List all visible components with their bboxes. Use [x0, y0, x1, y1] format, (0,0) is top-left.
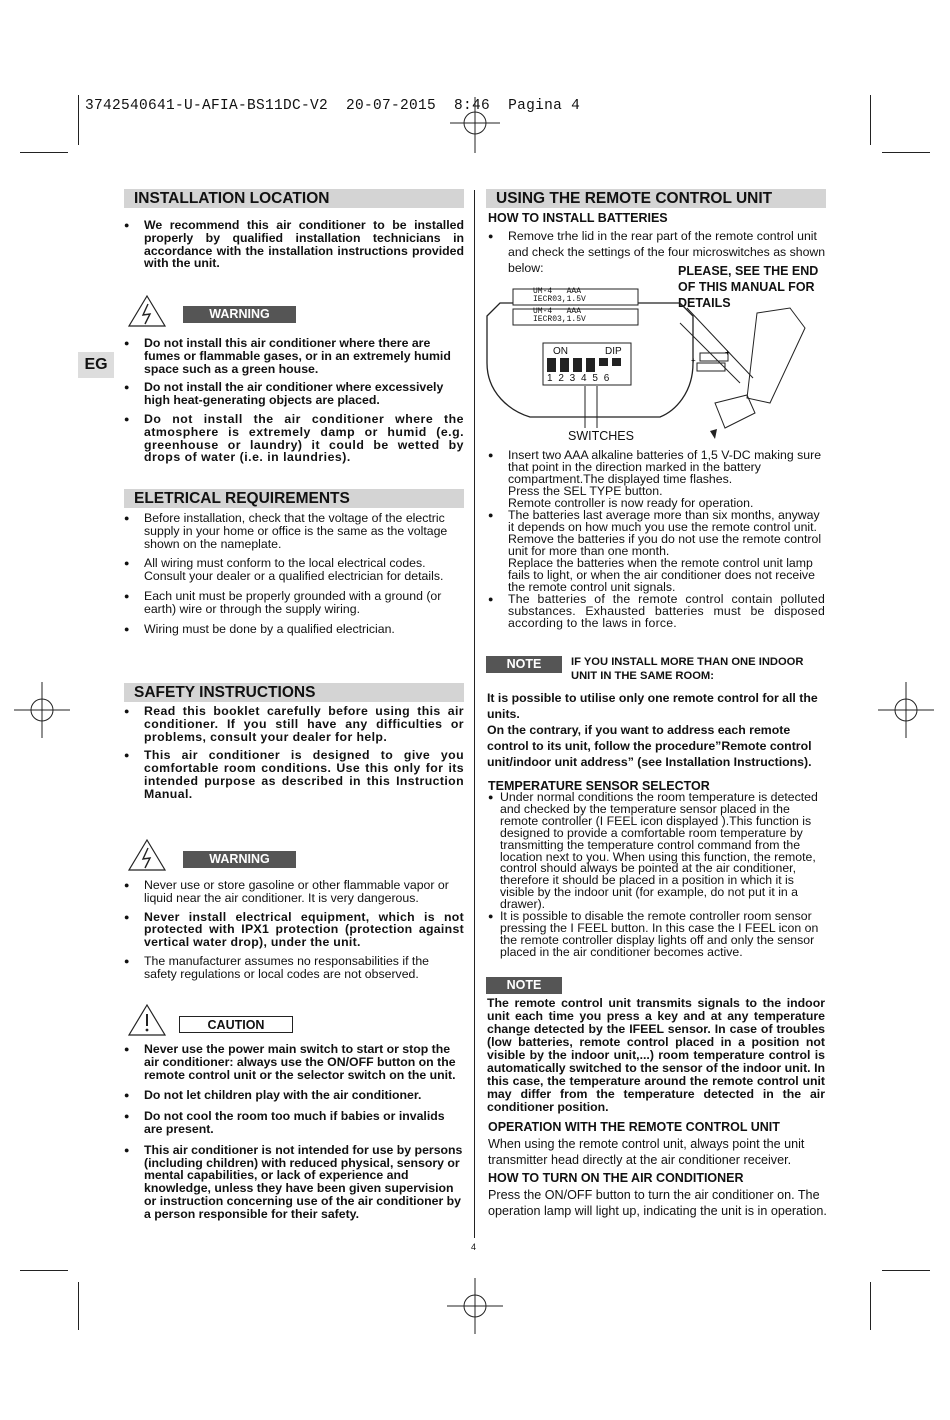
warning-badge: WARNING: [183, 306, 296, 323]
battery-list: [488, 449, 825, 629]
list-item: ● Do not install this air conditioner where there are fumes or flammable gases, or in an extremely humid space such as a green house.: [124, 337, 464, 375]
list-item: ● Wiring must be done by a qualified electrician.: [124, 623, 464, 636]
dip-on-label: ON: [553, 346, 568, 357]
list-item: ● Under normal conditions the room temperature is detected and checked by the temperature sensor placed in the remote controller (I FEEL icon displayed ).This function is designed to provide a comfortable room temperature by transmitting the temperature control command from the location next to you. When using this function, the remote, control should always be pointed at the air conditioner, therefore it should be placed in a position in which it is visible by the indoor unit (for example, do not put it in a drawer).: [488, 792, 825, 911]
turnon-heading: HOW TO TURN ON THE AIR CONDITIONER: [488, 1171, 744, 1185]
list-item: ● Read this booklet carefully before using this air conditioner. If you still have any difficulties or problems, consult your dealer for help.: [124, 705, 464, 743]
dip-label: DIP: [605, 346, 622, 357]
caution-badge: CAUTION: [179, 1016, 293, 1033]
safety-warning-list: [124, 879, 464, 981]
list-item: ● This air conditioner is designed to give you comfortable room conditions. Use this only for its intended purpose as described in this Instruction Manual.: [124, 749, 464, 800]
list-item: ● Never use the power main switch to start or stop the air conditioner: always use the ON/OFF button on the remote control unit or the selector switch on the unit.: [124, 1043, 464, 1081]
svg-text:+: +: [691, 356, 696, 365]
note-heading: IF YOU INSTALL MORE THAN ONE INDOOR UNIT IN THE SAME ROOM:: [571, 656, 804, 682]
language-tab: EG: [78, 352, 114, 378]
installation-intro: ● We recommend this air conditioner to be installed properly by qualified installation technicians in accordance with the installation instructions provided with the unit.: [124, 219, 464, 270]
battery-diagram: [485, 283, 830, 443]
list-item: ● The batteries last average more than six months, anyway it depends on how much you use the remote control unit. Remove the batteries if you do not use the remote control unit for more than one month. Replace the batteries when the remote control unit lamp fails to light, or when the air conditioner does not receive the remote control unit signals.: [488, 509, 825, 593]
crop-mark: [20, 1270, 68, 1271]
warning-electric-icon: [127, 838, 167, 872]
section-title-installation: INSTALLATION LOCATION: [124, 189, 464, 208]
battery-label-2: UM-4 AAA IECR03,1.5V: [533, 307, 586, 324]
section-title-remote: USING THE REMOTE CONTROL UNIT: [486, 189, 826, 208]
list-item: ● Do not cool the room too much if babies or invalids are present.: [124, 1110, 464, 1136]
note-badge: NOTE: [486, 656, 562, 673]
registration-mark-bottom: [445, 1276, 505, 1336]
list-item: ● Insert two AAA alkaline batteries of 1,5 V-DC making sure that point in the direction marked in the battery compartment.The displayed time flashes. Press the SEL TYPE button. Remote controller is now ready for operation.: [488, 449, 825, 509]
column-divider: [474, 190, 475, 1238]
crop-mark: [20, 152, 68, 153]
operation-heading: OPERATION WITH THE REMOTE CONTROL UNIT: [488, 1120, 780, 1134]
crop-mark: [78, 95, 79, 145]
crop-mark: [870, 95, 871, 145]
crop-mark: [882, 1270, 930, 1271]
section-title-electrical: ELETRICAL REQUIREMENTS: [124, 489, 464, 508]
svg-text:+: +: [725, 348, 730, 357]
list-item: ● Never install electrical equipment, which is not protected with IPX1 protection (protection against vertical water drop), under the unit.: [124, 911, 464, 949]
list-item: ● Do not install the air conditioner where the atmosphere is extremely damp or humid (e.g. greenhouse or laundry) it could be wetted by drops of water (i.e. in laundries).: [124, 413, 464, 464]
warning-badge: WARNING: [183, 851, 296, 868]
electrical-list: [124, 512, 464, 635]
list-item: ● This air conditioner is not intended for use by persons (including children) with reduced physical, sensory or mental capabilities, or lack of experience and knowledge, unless they have been given supervision or instruction concerning use of the air conditioner by a person responsible for their safety.: [124, 1144, 464, 1221]
turnon-text: Press the ON/OFF button to turn the air conditioner on. The operation lamp will light up, indicating the unit is in operation.: [488, 1188, 827, 1218]
list-item: ● The batteries of the remote control contain polluted substances. Exhausted batteries must be disposed according to the laws in force.: [488, 593, 825, 629]
batteries-heading: HOW TO INSTALL BATTERIES: [488, 211, 668, 225]
crop-mark: [78, 1282, 79, 1330]
please-see-note: PLEASE, SEE THE END OF THIS MANUAL FOR DETAILS: [678, 264, 819, 310]
safety-list: [124, 705, 464, 801]
sensor-list: [488, 792, 825, 959]
section-title-safety: SAFETY INSTRUCTIONS: [124, 683, 464, 702]
list-item: ● Do not let children play with the air conditioner.: [124, 1089, 464, 1102]
operation-text: When using the remote control unit, always point the unit transmitter head directly at the air conditioner receiver.: [488, 1137, 805, 1167]
list-item: ● It is possible to disable the remote controller room sensor pressing the I FEEL button. In this case the I FEEL icon on the remote controller display lights off and only the sensor placed in the air conditioner becomes active.: [488, 911, 825, 959]
list-item: ● All wiring must conform to the local electrical codes. Consult your dealer or a qualified electrician for details.: [124, 557, 464, 583]
file-header: 3742540641-U-AFIA-BS11DC-V2 20-07-2015 8:46 Pagina 4: [85, 98, 581, 114]
note-paragraph-3: The remote control unit transmits signals to the indoor unit each time you press a key and at any temperature change detected by the IFEEL sensor. In case of troubles (low batteries, remote control placed in a position not visible by the indoor unit,...) room temperature control is automatically switched to the sensor of the indoor unit. In this case, the temperature around the remote control unit may differ from the temperature detected in the air conditioner position.: [487, 996, 825, 1114]
warning-electric-icon: [127, 294, 167, 328]
list-item: ● Never use or store gasoline or other flammable vapor or liquid near the air conditioner. It is very dangerous.: [124, 879, 464, 905]
registration-mark-right: [876, 680, 936, 740]
note-badge: NOTE: [486, 977, 562, 994]
dip-numbers: 1 2 3 4 5 6: [547, 373, 611, 384]
crop-mark: [882, 152, 930, 153]
crop-mark: [870, 1282, 871, 1330]
battery-label-1: UM-4 AAA IECR03,1.5V: [533, 287, 586, 304]
note-paragraph-1: It is possible to utilise only one remote control for all the units.: [487, 691, 818, 721]
caution-icon: [127, 1003, 167, 1037]
installation-warning-list: [124, 337, 464, 464]
list-item: ● Do not install the air conditioner where excessively high heat-generating objects are placed.: [124, 381, 464, 407]
list-item: ● Each unit must be properly grounded with a ground (or earth) wire or through the supply wiring.: [124, 590, 464, 616]
list-item: ● The manufacturer assumes no responsabilities if the safety regulations or local codes are not observed.: [124, 955, 464, 981]
switches-label: SWITCHES: [568, 429, 634, 443]
page-number: 4: [471, 1242, 477, 1252]
list-item: ● Before installation, check that the voltage of the electric supply in your home or office is the same as the voltage shown on the nameplate.: [124, 512, 464, 550]
caution-list: [124, 1043, 464, 1221]
registration-mark-left: [12, 680, 72, 740]
note-paragraph-2: On the contrary, if you want to address each remote control to its unit, follow the procedure”Remote control unit/indoor unit address” (see Installation Instructions).: [487, 723, 812, 769]
sensor-heading: TEMPERATURE SENSOR SELECTOR: [488, 779, 710, 793]
batteries-intro: ● Remove trhe lid in the rear part of the remote control unit and check the settings of the four microswitches as shown below:: [488, 228, 826, 276]
